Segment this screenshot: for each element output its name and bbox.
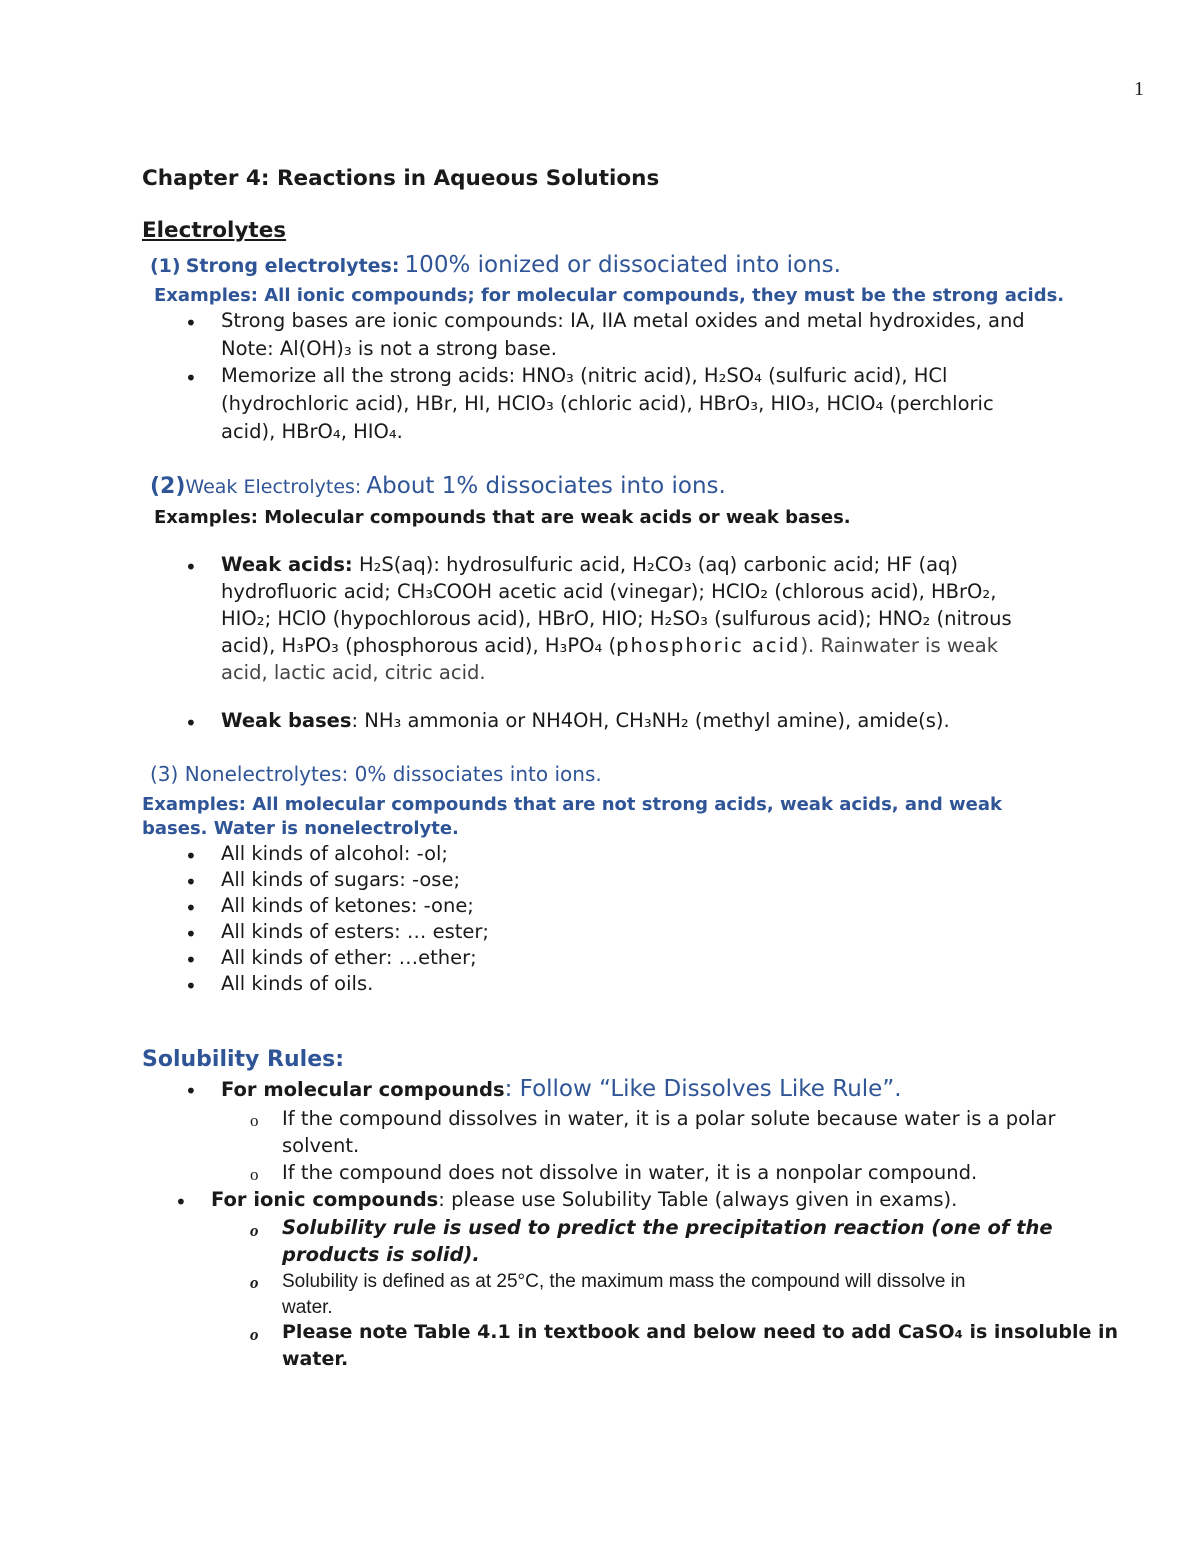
list-item: All kinds of esters: … ester; bbox=[221, 920, 490, 943]
list-item: All kinds of sugars: -ose; bbox=[221, 868, 461, 891]
weak-acids-label: Weak acids: bbox=[221, 553, 353, 576]
ionic-sub1-line1: Solubility rule is used to predict the precipitation reaction (one of the bbox=[282, 1216, 1053, 1239]
section-heading-solubility: Solubility Rules: bbox=[142, 1047, 345, 1072]
molecular-label: For molecular compounds bbox=[221, 1078, 505, 1101]
non-label: Nonelectrolytes: bbox=[184, 762, 349, 786]
weak-number: (2) bbox=[150, 474, 186, 499]
bullet-icon: • bbox=[185, 948, 197, 972]
strong-acids-line1: Memorize all the strong acids: HNO₃ (nitric acid), H₂SO₄ (sulfuric acid), HCl bbox=[221, 364, 948, 387]
strong-acids-line3: acid), HBrO₄, HIO₄. bbox=[221, 420, 403, 443]
strong-label: Strong electrolytes: bbox=[185, 255, 400, 277]
non-number: (3) bbox=[150, 762, 179, 786]
weak-bases-line bbox=[221, 709, 950, 732]
list-item: All kinds of alcohol: -ol; bbox=[221, 842, 448, 865]
weak-heading bbox=[150, 473, 726, 499]
non-examples-line2: bases. Water is nonelectrolyte. bbox=[142, 818, 459, 839]
weak-bases-text: : NH₃ ammonia or NH4OH, CH₃NH₂ (methyl amine), amide(s). bbox=[351, 709, 950, 732]
bullet-icon: • bbox=[185, 311, 197, 335]
strong-bases-line1: Strong bases are ionic compounds: IA, IIA metal oxides and metal hydroxides, and bbox=[221, 309, 1025, 332]
ionic-sub3-line1: Please note Table 4.1 in textbook and below need to add CaSO₄ is insoluble in bbox=[282, 1321, 1119, 1343]
list-item: All kinds of ketones: -one; bbox=[221, 894, 474, 917]
weak-bases-label: Weak bases bbox=[221, 709, 352, 732]
weak-acids-line4 bbox=[221, 634, 998, 657]
page-number: 1 bbox=[1134, 78, 1144, 100]
weak-acids-text: H₂S(aq): hydrosulfuric acid, H₂CO₃ (aq) carbonic acid; HF (aq) bbox=[358, 553, 959, 576]
weak-acids-line4-end: ). Rainwater is weak bbox=[800, 634, 999, 657]
weak-acids-line4-start: acid), H₃PO₃ (phosphorous acid), H₃PO₄ ( bbox=[221, 634, 617, 657]
non-desc: 0% dissociates into ions. bbox=[354, 762, 602, 786]
list-item: All kinds of ether: …ether; bbox=[221, 946, 477, 969]
sub-bullet-icon: o bbox=[250, 1111, 259, 1130]
strong-number: (1) bbox=[150, 255, 181, 277]
weak-acids-line1 bbox=[221, 553, 958, 576]
bullet-icon: • bbox=[185, 922, 197, 946]
weak-label: Weak Electrolytes: bbox=[185, 476, 362, 498]
ionic-sub2-line2: water. bbox=[282, 1297, 333, 1318]
strong-bases-line2: Note: Al(OH)₃ is not a strong base. bbox=[221, 337, 557, 360]
strong-heading bbox=[150, 252, 841, 278]
weak-acids-line5: acid, lactic acid, citric acid. bbox=[221, 661, 486, 684]
bullet-icon: • bbox=[185, 366, 197, 390]
bullet-icon: • bbox=[175, 1190, 187, 1214]
non-examples-line1: Examples: All molecular compounds that are not strong acids, weak acids, and weak bbox=[142, 794, 1002, 815]
bullet-icon: • bbox=[185, 1079, 197, 1103]
molecular-sub1-line2: solvent. bbox=[282, 1134, 360, 1157]
ionic-label: For ionic compounds bbox=[211, 1188, 439, 1211]
section-heading-electrolytes: Electrolytes bbox=[142, 218, 287, 243]
ionic-text: : please use Solubility Table (always given in exams). bbox=[438, 1188, 958, 1211]
strong-examples: Examples: All ionic compounds; for molecular compounds, they must be the strong acids. bbox=[154, 285, 1065, 306]
weak-acids-line3: HIO₂; HClO (hypochlorous acid), HBrO, HIO; H₂SO₃ (sulfurous acid); HNO₂ (nitrous bbox=[221, 607, 1012, 630]
weak-acids-line4-phosphoric: phosphoric acid bbox=[616, 634, 801, 657]
molecular-rule: : Follow “Like Dissolves Like Rule”. bbox=[504, 1076, 902, 1102]
bullet-icon: • bbox=[185, 555, 197, 579]
weak-acids-line2: hydrofluoric acid; CH₃COOH acetic acid (vinegar); HClO₂ (chlorous acid), HBrO₂, bbox=[221, 580, 997, 603]
bullet-icon: • bbox=[185, 711, 197, 735]
ionic-sub1-line2: products is solid). bbox=[282, 1243, 480, 1266]
molecular-sub2: If the compound does not dissolve in water, it is a nonpolar compound. bbox=[282, 1161, 978, 1184]
weak-examples: Examples: Molecular compounds that are weak acids or weak bases. bbox=[154, 507, 851, 528]
ionic-sub2-line1: Solubility is defined as at 25°C, the maximum mass the compound will dissolve in bbox=[282, 1271, 966, 1292]
strong-desc: 100% ionized or dissociated into ions. bbox=[404, 252, 841, 278]
sub-bullet-icon: o bbox=[250, 1221, 259, 1240]
molecular-rule-line bbox=[221, 1076, 902, 1102]
page-title: Chapter 4: Reactions in Aqueous Solutions bbox=[142, 166, 660, 191]
ionic-rule-line bbox=[211, 1188, 957, 1211]
bullet-icon: • bbox=[185, 870, 197, 894]
sub-bullet-icon: o bbox=[250, 1165, 259, 1184]
sub-bullet-icon: o bbox=[250, 1325, 259, 1344]
molecular-sub1-line1: If the compound dissolves in water, it is a polar solute because water is a polar bbox=[282, 1107, 1056, 1130]
sub-bullet-icon: o bbox=[250, 1273, 259, 1292]
non-heading bbox=[150, 762, 602, 786]
bullet-icon: • bbox=[185, 844, 197, 868]
list-item: All kinds of oils. bbox=[221, 972, 374, 995]
strong-acids-line2: (hydrochloric acid), HBr, HI, HClO₃ (chloric acid), HBrO₃, HIO₃, HClO₄ (perchloric bbox=[221, 392, 994, 415]
bullet-icon: • bbox=[185, 896, 197, 920]
weak-desc: About 1% dissociates into ions. bbox=[366, 473, 726, 499]
ionic-sub3-line2: water. bbox=[282, 1348, 349, 1370]
bullet-icon: • bbox=[185, 974, 197, 998]
